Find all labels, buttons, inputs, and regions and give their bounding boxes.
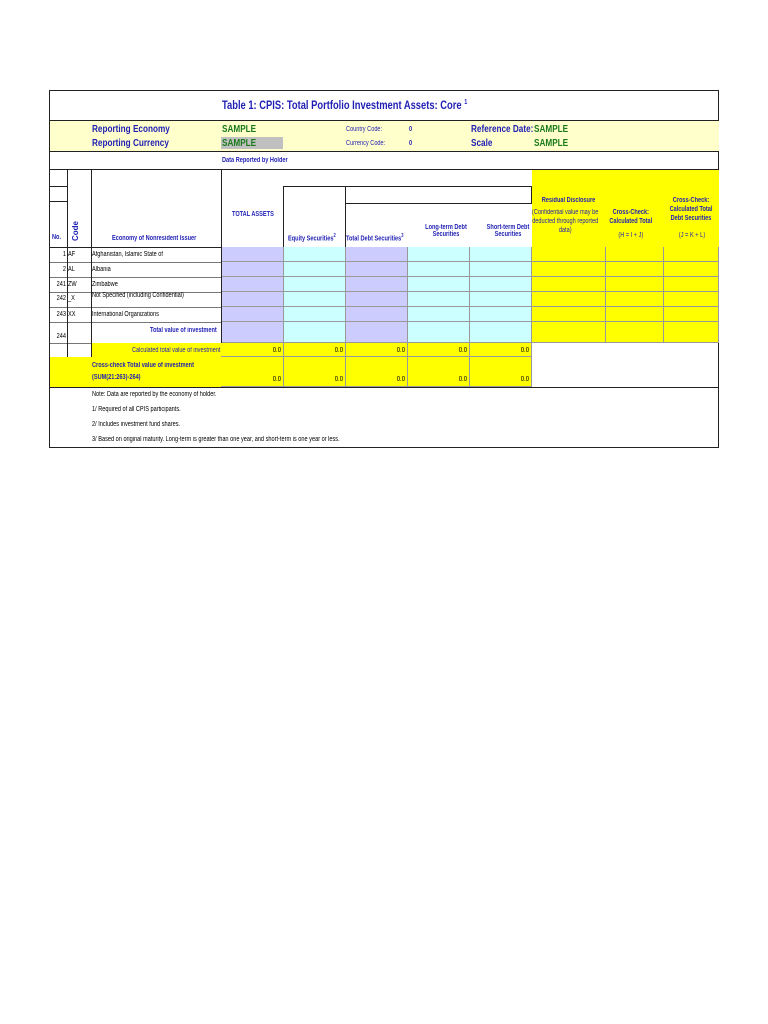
cross-row-formula: (SUM(21:263)-264) [92,374,141,381]
input-cell[interactable] [221,322,284,343]
value-text: 0.0 [396,376,405,383]
input-cell[interactable] [346,322,408,343]
scale-label: Scale [471,137,493,149]
scale-value[interactable]: SAMPLE [534,137,569,149]
value-text: 0.0 [272,347,281,354]
input-cell[interactable] [346,307,408,322]
header-economy: Economy of Nonresident Issuer [112,235,197,242]
input-cell[interactable] [221,277,284,292]
input-cell[interactable] [408,322,470,343]
header-total-assets: TOTAL ASSETS [232,211,274,218]
country-code-label: Country Code: [346,126,383,133]
row-no: 243 [56,311,66,318]
row-code: _X [68,295,75,302]
header-no: No. [52,234,62,241]
reference-date-value[interactable]: SAMPLE [534,123,569,135]
reporting-currency-value[interactable]: SAMPLE [222,137,257,149]
row-economy-name: Afghanistan, Islamic State of [92,251,163,258]
input-cell[interactable] [664,277,719,292]
data-reported-label: Data Reported by Holder [222,157,288,164]
value-text: 0.0 [458,376,467,383]
value-text: 0.0 [396,347,405,354]
cross-row-label: Cross-check Total value of investment [92,362,194,369]
input-cell[interactable] [284,292,346,307]
input-cell[interactable] [606,292,664,307]
input-cell[interactable] [221,292,284,307]
input-cell[interactable] [532,307,606,322]
input-cell[interactable] [346,262,408,277]
input-cell[interactable] [532,262,606,277]
input-cell[interactable] [408,292,470,307]
reporting-economy-label: Reporting Economy [92,123,170,135]
value-text: 0.0 [272,376,281,383]
row-no: 242 [56,295,66,302]
note-2: 2/ Includes investment fund shares. [92,421,181,428]
row-code: AL [68,266,75,273]
input-cell[interactable] [470,247,532,262]
input-cell[interactable] [408,307,470,322]
input-cell[interactable] [221,262,284,277]
header-crosscheck-total: Cross-Check: Calculated Total [609,209,653,225]
input-cell[interactable] [408,247,470,262]
row-no: 1 [62,251,66,258]
input-cell[interactable] [221,247,284,262]
input-cell[interactable] [664,322,719,343]
input-cell[interactable] [346,277,408,292]
input-cell[interactable] [346,247,408,262]
input-cell[interactable] [408,262,470,277]
header-short-term: Short-term Debt Securities [486,224,530,238]
header-residual-note: (Confidential value may be deducted through reported data) [532,209,599,234]
row-economy-name: Not Specified (including Confidential) [92,292,184,299]
reporting-currency-label: Reporting Currency [92,137,169,149]
header-crosscheck-debt-formula: (J = K + L) [678,232,706,239]
input-cell[interactable] [606,277,664,292]
value-text: 0.0 [458,347,467,354]
header-total-debt: Total Debt Securities$^3$ [346,233,404,243]
input-cell[interactable] [664,292,719,307]
input-cell[interactable] [284,262,346,277]
input-cell[interactable] [532,292,606,307]
calc-row-label: Calculated total value of investment [132,347,221,354]
total-row-label: Total value of investment [150,327,217,334]
input-cell[interactable] [470,307,532,322]
header-crosscheck-total-formula: (H = I + J) [618,232,644,239]
reporting-economy-value[interactable]: SAMPLE [222,123,257,135]
country-code-value: 0 [409,126,413,133]
table-title [222,99,467,111]
header-residual-title: Residual Disclosure [541,197,596,204]
input-cell[interactable] [470,262,532,277]
input-cell[interactable] [284,322,346,343]
input-cell[interactable] [532,322,606,343]
total-row-no: 244 [56,333,66,340]
header-equity: Equity Securities$^2$ [288,233,336,243]
note-holder: Note: Data are reported by the economy of holder. [92,391,217,398]
currency-code-value: 0 [409,140,413,147]
input-cell[interactable] [606,262,664,277]
input-cell[interactable] [664,262,719,277]
note-1: 1/ Required of all CPIS participants. [92,406,181,413]
input-cell[interactable] [606,307,664,322]
input-cell[interactable] [606,322,664,343]
input-cell[interactable] [221,307,284,322]
row-code: XX [68,311,76,318]
header-crosscheck-debt: Cross-Check: Calculated Total Debt Securities [669,197,713,222]
input-cell[interactable] [408,277,470,292]
input-cell[interactable] [532,277,606,292]
input-cell[interactable] [470,277,532,292]
row-no: 2 [62,266,66,273]
input-cell[interactable] [470,322,532,343]
value-text: 0.0 [520,376,529,383]
row-economy-name: Albania [92,266,111,273]
input-cell[interactable] [470,292,532,307]
input-cell[interactable] [664,247,719,262]
value-text: 0.0 [334,347,343,354]
note-3: 3/ Based on original maturity. Long-term is greater than one year, and short-term is one year or less. [92,436,340,443]
row-code: ZW [68,281,77,288]
value-text: 0.0 [334,376,343,383]
table-title-text: Table 1: CPIS: Total Portfolio Investment Assets: Core [222,98,462,112]
table-title-footnote: 1 [464,99,468,106]
header-long-term: Long-term Debt Securities [425,224,467,238]
value-text: 0.0 [520,347,529,354]
row-code: AF [68,251,76,258]
input-cell[interactable] [346,292,408,307]
cpis-table-sheet [49,90,719,448]
input-cell[interactable] [284,307,346,322]
row-no: 241 [56,281,66,288]
input-cell[interactable] [284,247,346,262]
input-cell[interactable] [606,247,664,262]
input-cell[interactable] [532,247,606,262]
input-cell[interactable] [664,307,719,322]
row-economy-name: Zimbabwe [92,281,118,288]
input-cell[interactable] [284,277,346,292]
reference-date-label: Reference Date: [471,123,534,135]
header-code: Code [71,221,80,241]
row-economy-name: International Organizations [92,311,159,318]
currency-code-label: Currency Code: [346,140,386,147]
